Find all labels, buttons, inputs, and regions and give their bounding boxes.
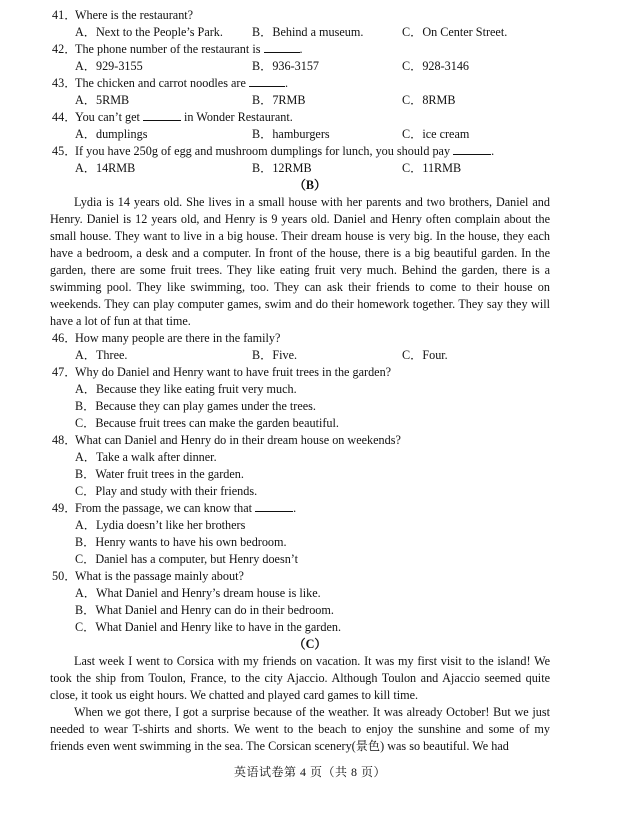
option-row-a	[0, 585, 620, 602]
question-stem: What can Daniel and Henry do in their dream house on weekends?	[75, 433, 401, 447]
answer-blank	[453, 143, 491, 155]
question-stem: From the passage, we can know that	[75, 501, 253, 515]
question-number: 46．	[52, 331, 77, 345]
options-45	[0, 160, 620, 177]
options-46	[0, 347, 620, 364]
question-stem: How many people are there in the family?	[75, 331, 281, 345]
option-b: B．12RMB	[252, 161, 312, 175]
option-c: C．8RMB	[402, 93, 456, 107]
question-stem: Where is the restaurant?	[75, 8, 194, 22]
question-stem: The chicken and carrot noodles are	[75, 76, 246, 90]
option-c: C．928-3146	[402, 59, 470, 73]
option-row-c	[0, 551, 620, 568]
question-number: 48．	[52, 433, 77, 447]
question-stem: What is the passage mainly about?	[75, 569, 244, 583]
option-a: A．dumplings	[75, 127, 148, 141]
option-row-c	[0, 619, 620, 636]
option-row-c	[0, 415, 620, 432]
question-stem-after: in Wonder Restaurant.	[183, 110, 293, 124]
option-a: A．Because they like eating fruit very much.	[75, 382, 297, 396]
question-number: 44．	[52, 110, 77, 124]
option-c: C．What Daniel and Henry like to have in the garden.	[75, 620, 342, 634]
question-46	[0, 330, 620, 347]
option-row-c	[0, 483, 620, 500]
option-c: C．Daniel has a computer, but Henry doesn’t	[75, 552, 299, 566]
question-stem-line	[75, 143, 494, 160]
question-stem-after: .	[299, 42, 303, 56]
option-c: C．On Center Street.	[402, 25, 508, 39]
question-stem: The phone number of the restaurant is	[75, 42, 261, 56]
question-stem-line	[75, 109, 293, 126]
option-c: C．ice cream	[402, 127, 470, 141]
option-a: A．Next to the People’s Park.	[75, 25, 223, 39]
question-number: 41．	[52, 8, 77, 22]
answer-blank	[143, 109, 181, 121]
option-c: C．Play and study with their friends.	[75, 484, 258, 498]
question-stem-line	[75, 500, 296, 517]
question-41	[0, 7, 620, 24]
question-stem: You can’t get	[75, 110, 140, 124]
option-b: B．Henry wants to have his own bedroom.	[75, 535, 287, 549]
option-a: A．Take a walk after dinner.	[75, 450, 217, 464]
question-stem-line	[75, 75, 288, 92]
question-number: 50．	[52, 569, 77, 583]
option-a: A．14RMB	[75, 161, 136, 175]
question-stem-line	[75, 41, 303, 58]
question-42	[0, 41, 620, 58]
question-stem-after: .	[491, 144, 495, 158]
option-row-b	[0, 534, 620, 551]
option-row-a	[0, 449, 620, 466]
option-b: B．Behind a museum.	[252, 25, 364, 39]
section-c-paragraph-1: Last week I went to Corsica with my friends on vacation. It was my first visit to the island! We took the ship from Toulon, France, to the city Ajaccio. Although Toulon and Ajaccio seemed quite close, it took us eight hours. We chatted and played card games to kill time.	[50, 654, 550, 702]
option-a: A．What Daniel and Henry’s dream house is like.	[75, 586, 321, 600]
answer-blank	[249, 75, 285, 87]
question-47	[0, 364, 620, 381]
option-c: C．Because fruit trees can make the garden beautiful.	[75, 416, 339, 430]
option-row-b	[0, 466, 620, 483]
section-b-passage: Lydia is 14 years old. She lives in a small house with her parents and two brothers, Daniel and Henry. Daniel is 12 years old, and Henry is 9 years old. Daniel and Henry often complain about the small house. They want to live in a big house. Their dream house is very big. In the house, they each have a bedroom, a desk and a computer. In front of the house, there is a big beautiful garden. In the garden, there are some fruit trees. They like eating fruit very much. Behind the garden, there is a swimming pool. They like swimming, too. They can ask their friends to come to their house on weekends. They can play computer games, swim and do their homework together. They say they will have a lot of fun at that time.	[50, 195, 550, 328]
question-43	[0, 75, 620, 92]
question-number: 43．	[52, 76, 77, 90]
option-a: A．Lydia doesn’t like her brothers	[75, 518, 246, 532]
question-number: 45．	[52, 144, 77, 158]
section-c-title: （C）	[293, 637, 327, 651]
option-b: B．Five.	[252, 348, 298, 362]
option-b: B．936-3157	[252, 59, 320, 73]
question-44	[0, 109, 620, 126]
option-c: C．11RMB	[402, 161, 462, 175]
question-stem-after: .	[284, 76, 288, 90]
option-b: B．What Daniel and Henry can do in their bedroom.	[75, 603, 334, 617]
option-row-b	[0, 602, 620, 619]
options-41	[0, 24, 620, 41]
section-c-paragraph-2: When we got there, I got a surprise because of the weather. It was already October! But we just needed to wear T-shirts and shorts. We went to the beach to enjoy the sunshine and some of my friends even went swimming in the sea. The Corsican scenery(景色) was so beautiful. We had	[50, 705, 550, 753]
page-footer: 英语试卷第 4 页（共 8 页）	[233, 765, 386, 779]
section-b-title: （B）	[293, 178, 327, 192]
options-42	[0, 58, 620, 75]
question-49	[0, 500, 620, 517]
question-stem-after: .	[293, 501, 297, 515]
option-a: A．5RMB	[75, 93, 130, 107]
question-50	[0, 568, 620, 585]
exam-page	[0, 7, 620, 755]
option-row-a	[0, 381, 620, 398]
option-a: A．929-3155	[75, 59, 143, 73]
option-row-b	[0, 398, 620, 415]
option-row-a	[0, 517, 620, 534]
option-b: B．7RMB	[252, 93, 306, 107]
options-44	[0, 126, 620, 143]
question-number: 42．	[52, 42, 77, 56]
answer-blank	[264, 41, 300, 53]
options-43	[0, 92, 620, 109]
question-45	[0, 143, 620, 160]
option-c: C．Four.	[402, 348, 448, 362]
question-48	[0, 432, 620, 449]
question-stem: If you have 250g of egg and mushroom dumplings for lunch, you should pay	[75, 144, 451, 158]
question-number: 47．	[52, 365, 77, 379]
answer-blank	[255, 500, 293, 512]
question-number: 49．	[52, 501, 77, 515]
option-b: B．Water fruit trees in the garden.	[75, 467, 244, 481]
option-b: B．hamburgers	[252, 127, 330, 141]
option-a: A．Three.	[75, 348, 128, 362]
option-b: B．Because they can play games under the trees.	[75, 399, 316, 413]
question-stem: Why do Daniel and Henry want to have fruit trees in the garden?	[75, 365, 392, 379]
